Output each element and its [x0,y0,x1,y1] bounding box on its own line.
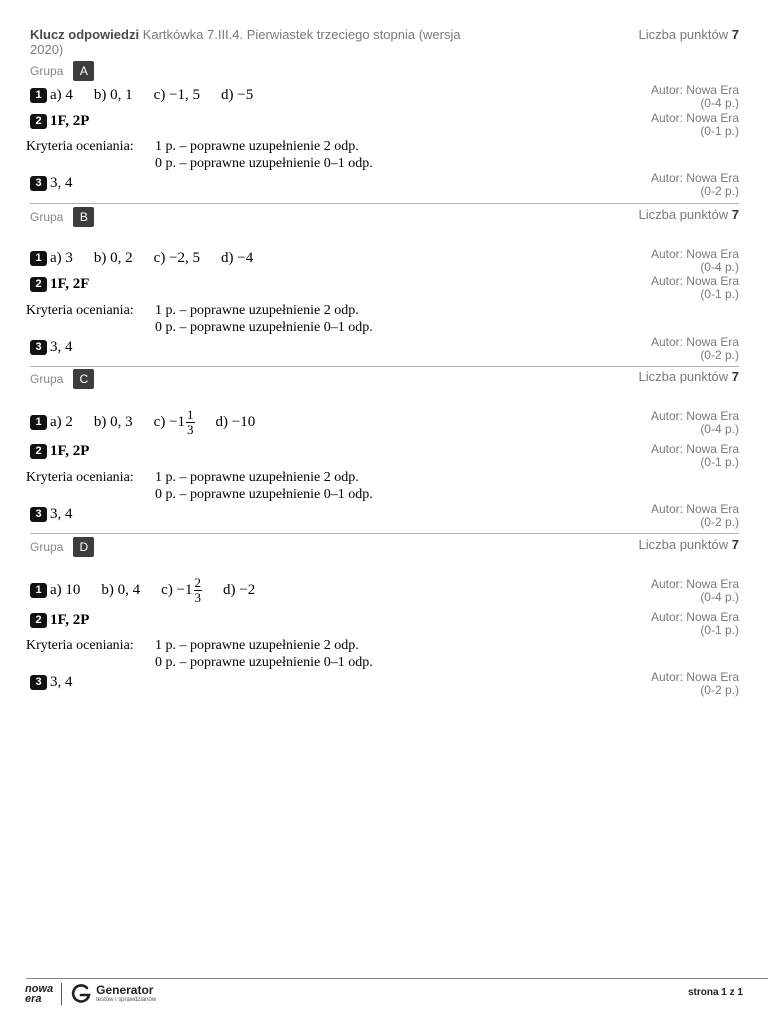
total-points: Liczba punktów 7 [638,207,739,222]
group-b-question-3 [30,339,73,356]
answer-d: d) −5 [221,87,254,103]
criteria-label: Kryteria oceniania: [26,303,134,318]
group-a-q1-author: Autor: Nowa Era (0-4 p.) [650,83,739,110]
group-a-badge: A [73,61,94,81]
group-c-question-2 [30,443,89,460]
group-b-question-1 [30,250,274,267]
q2-points-range: (0-1 p.) [700,623,739,637]
criteria-line-2: 0 p. – poprawne uzupełnienie 0–1 odp. [155,487,373,502]
question-number-badge: 2 [30,114,47,129]
group-b-q3-author: Autor: Nowa Era (0-2 p.) [650,335,739,362]
points-value: 7 [731,27,739,42]
group-c-label: Grupa C [30,369,94,389]
criteria-label: Kryteria oceniania: [26,139,134,154]
q1-points-range: (0-4 p.) [700,96,739,110]
page-number: strona 1 z 1 [687,987,743,998]
group-c-q2-author: Autor: Nowa Era (0-1 p.) [650,442,739,469]
criteria-line-1: 1 p. – poprawne uzupełnienie 2 odp. [155,303,359,318]
answer-c: c) −2, 5 [153,250,201,266]
document-title-bold: Klucz odpowiedzi [30,27,140,42]
criteria-line-1: 1 p. – poprawne uzupełnienie 2 odp. [155,638,359,653]
total-points: Liczba punktów 7 [638,537,739,552]
question-number-badge: 1 [30,583,47,598]
question-number-badge: 3 [30,675,47,690]
total-points: Liczba punktów 7 [638,369,739,384]
criteria-line-2: 0 p. – poprawne uzupełnienie 0–1 odp. [155,320,373,335]
criteria-line-2: 0 p. – poprawne uzupełnienie 0–1 odp. [155,655,373,670]
group-divider [30,203,739,204]
group-b-label: Grupa B [30,207,94,227]
question-number-badge: 3 [30,176,47,191]
group-c-question-1 [30,408,276,437]
group-d-badge: D [73,537,94,557]
answer-c: c) −1 $\frac{2}{3}$ [161,575,202,605]
answer-text: 1F, 2P [50,113,90,129]
group-a-q2-author: Autor: Nowa Era (0-1 p.) [650,111,739,138]
footer-divider [26,978,768,979]
answer-text: 1F, 2F [50,276,90,292]
group-a-question-3 [30,175,73,192]
q3-points-range: (0-2 p.) [700,515,739,529]
group-d-question-1 [30,576,276,605]
criteria-line-1: 1 p. – poprawne uzupełnienie 2 odp. [155,470,359,485]
generator-logo-text: Generator testów i sprawdzianów [96,983,157,1003]
answer-a: a) 2 [50,414,73,430]
answer-d: d) −2 [223,582,256,598]
criteria-label: Kryteria oceniania: [26,470,134,485]
group-a-question-2 [30,113,89,130]
total-points [639,27,739,42]
points-label: Liczba punktów [638,27,729,42]
footer-logos [25,983,156,1005]
answer-b: b) 0, 3 [93,414,133,430]
document-title [30,27,470,57]
answer-a: a) 10 [50,582,81,598]
answer-a: a) 4 [50,87,73,103]
q3-points-range: (0-2 p.) [700,184,739,198]
answer-text: 3, 4 [50,175,73,191]
group-d-question-2 [30,612,89,629]
group-d-question-3 [30,674,73,691]
answer-text: 1F, 2P [50,443,90,459]
question-number-badge: 1 [30,415,47,430]
q3-points-range: (0-2 p.) [700,348,739,362]
q1-points-range: (0-4 p.) [700,422,739,436]
group-a-q3-author: Autor: Nowa Era (0-2 p.) [650,171,739,198]
group-b-q2-author: Autor: Nowa Era (0-1 p.) [650,274,739,301]
answer-text: 3, 4 [50,506,73,522]
answer-b: b) 0, 4 [101,582,141,598]
q2-points-range: (0-1 p.) [700,124,739,138]
group-d-q1-author: Autor: Nowa Era (0-4 p.) [650,577,739,604]
group-a-question-1 [30,87,274,104]
group-c-badge: C [73,369,94,389]
answer-d: d) −4 [221,250,254,266]
q2-points-range: (0-1 p.) [700,455,739,469]
group-d-label: Grupa D [30,537,94,557]
criteria-line-2: 0 p. – poprawne uzupełnienie 0–1 odp. [155,156,373,171]
nowa-era-logo: nowa era [25,983,54,1005]
question-number-badge: 3 [30,507,47,522]
group-c-question-3 [30,506,73,523]
question-number-badge: 2 [30,277,47,292]
group-b-question-2 [30,276,89,293]
document-title-rest: Kartkówka 7.III.4. Pierwiastek trzeciego stopnia (wersja 2020) [30,27,461,57]
answer-a: a) 3 [50,250,73,266]
answer-b: b) 0, 1 [93,87,133,103]
answer-text: 1F, 2P [50,612,90,628]
q1-points-range: (0-4 p.) [700,260,739,274]
group-b-q1-author: Autor: Nowa Era (0-4 p.) [650,247,739,274]
q2-points-range: (0-1 p.) [700,287,739,301]
criteria-label: Kryteria oceniania: [26,638,134,653]
q3-points-range: (0-2 p.) [700,683,739,697]
group-b-badge: B [73,207,94,227]
q1-points-range: (0-4 p.) [700,590,739,604]
group-c-q3-author: Autor: Nowa Era (0-2 p.) [650,502,739,529]
question-number-badge: 1 [30,251,47,266]
question-number-badge: 2 [30,613,47,628]
group-d-q3-author: Autor: Nowa Era (0-2 p.) [650,670,739,697]
question-number-badge: 2 [30,444,47,459]
group-d-q2-author: Autor: Nowa Era (0-1 p.) [650,610,739,637]
logo-separator [61,983,62,1005]
group-c-q1-author: Autor: Nowa Era (0-4 p.) [650,409,739,436]
generator-logo-icon [70,983,92,1005]
answer-c: c) −1, 5 [153,87,201,103]
question-number-badge: 1 [30,88,47,103]
answer-b: b) 0, 2 [93,250,133,266]
fraction: $\frac{1}{3}$ [187,407,194,437]
group-a-label: Grupa A [30,61,94,81]
criteria-line-1: 1 p. – poprawne uzupełnienie 2 odp. [155,139,359,154]
answer-text: 3, 4 [50,674,73,690]
answer-text: 3, 4 [50,339,73,355]
question-number-badge: 3 [30,340,47,355]
answer-c: c) −1 $\frac{1}{3}$ [153,407,194,437]
group-divider [30,366,739,367]
group-divider [30,533,739,534]
fraction: $\frac{2}{3}$ [194,575,202,605]
answer-d: d) −10 [215,414,256,430]
